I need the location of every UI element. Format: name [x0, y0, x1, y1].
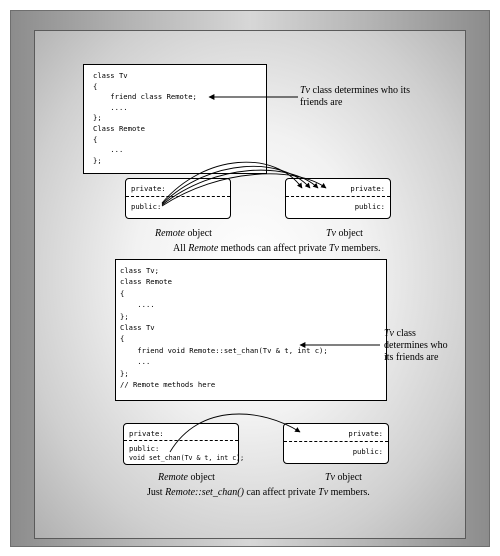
- summary-italic: Remote::set_chan(): [165, 487, 244, 498]
- private-label: private:: [129, 429, 164, 438]
- code-line: friend class Remote;: [93, 92, 197, 102]
- private-label: private:: [350, 184, 385, 193]
- caption-text: object: [185, 228, 212, 239]
- access-arrow-set-chan: [170, 414, 300, 452]
- note-text: class determines who its friends are: [384, 328, 448, 363]
- code-line: {: [120, 334, 125, 344]
- public-label: public:: [131, 202, 162, 211]
- caption-italic: Tv: [326, 228, 336, 239]
- caption-italic: Remote: [155, 228, 185, 239]
- code-line: class Tv: [93, 71, 128, 80]
- code-line: ....: [93, 102, 128, 112]
- summary-italic: Remote: [188, 243, 219, 254]
- code-line: class Tv;: [120, 266, 159, 275]
- summary-text: members.: [338, 243, 381, 254]
- code-line: };: [93, 113, 102, 123]
- access-arrows-all-methods: [162, 162, 326, 206]
- public-label: public:: [354, 202, 385, 211]
- code-line: class Remote: [120, 277, 172, 287]
- access-arrow: [162, 174, 326, 206]
- caption-text: object: [336, 228, 363, 239]
- code-line: {: [93, 134, 98, 144]
- code-line: {: [93, 81, 98, 91]
- code-line: friend void Remote::set_chan(Tv & t, int c);: [120, 345, 328, 355]
- summary-italic: Tv: [318, 487, 329, 498]
- note-italic: Tv: [300, 85, 310, 96]
- code-line: ...: [120, 357, 151, 367]
- code-line: };: [120, 368, 129, 378]
- access-arrow: [162, 170, 318, 205]
- code-line: Class Remote: [93, 123, 145, 133]
- code-line: ...: [93, 145, 124, 155]
- set-chan-method: void set_chan(Tv & t, int c);: [129, 454, 245, 462]
- code-line: ....: [120, 300, 155, 310]
- public-label: public:: [129, 444, 160, 453]
- summary-text: can affect private: [243, 487, 319, 498]
- private-label: private:: [131, 184, 166, 193]
- code-line: };: [120, 311, 129, 321]
- code-line: Class Tv: [120, 322, 155, 332]
- caption-italic: Tv: [325, 472, 335, 483]
- summary-text: methods can affect private: [218, 243, 329, 254]
- caption-text: object: [335, 472, 362, 483]
- code-line: {: [120, 288, 125, 298]
- private-label: private:: [348, 429, 383, 438]
- summary-italic: Tv: [328, 243, 339, 254]
- public-label: public:: [352, 447, 383, 456]
- summary-text: Just: [147, 487, 166, 498]
- caption-text: object: [188, 472, 215, 483]
- summary-text: All: [173, 243, 189, 254]
- summary-text: members.: [328, 487, 370, 498]
- note-text: class determines who its friends are: [300, 85, 410, 108]
- note-italic: Tv: [384, 328, 394, 339]
- code-line: // Remote methods here: [120, 379, 216, 389]
- code-line: };: [93, 155, 102, 165]
- caption-italic: Remote: [158, 472, 188, 483]
